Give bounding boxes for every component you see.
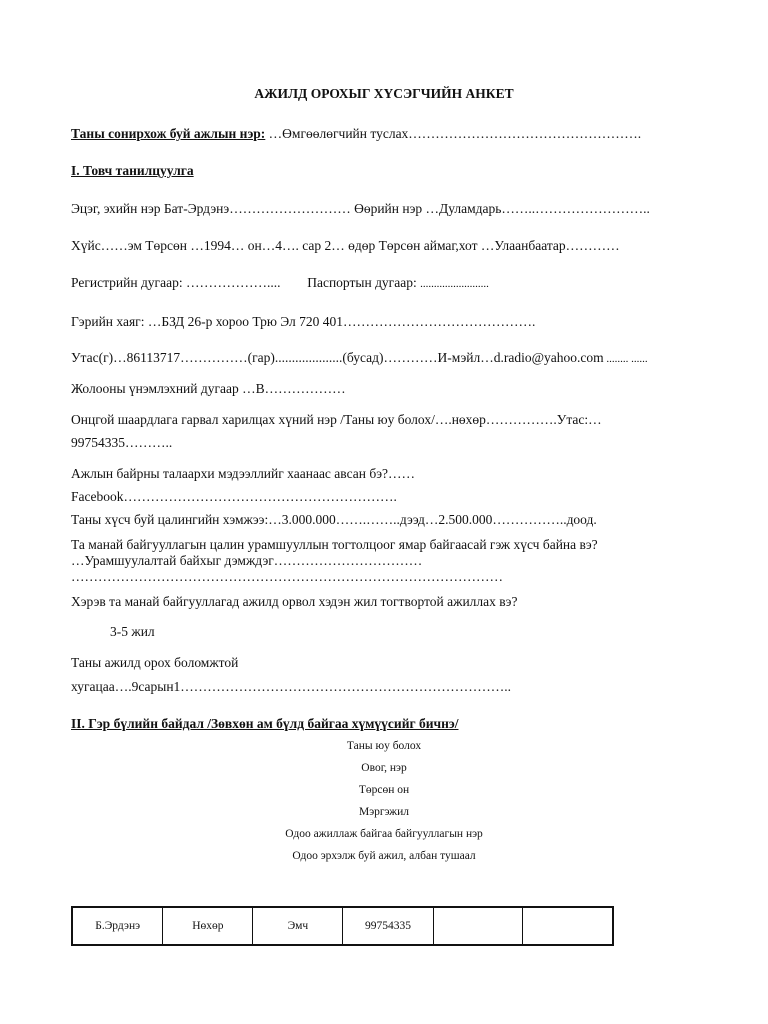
position-value: …Өмгөөлөгчийн туслах……………………………………………. [265,126,642,141]
table-cell: Нөхөр [163,907,253,945]
license-line: Жолооны үнэмлэхний дугаар …В……………… [71,381,346,396]
passport-label: Паспортын дугаар: [307,275,421,290]
start-date-answer: хугацаа….9сарын1……………………………………………………………….. [71,679,512,694]
family-header-workplace: Одоо ажиллаж байгаа байгууллагын нэр [285,828,483,840]
incentive-answer: …Урамшуулалтай байхыг дэмждэг…………………………… [71,553,423,568]
family-header-relation: Таны юу болох [346,740,422,752]
table-cell [433,907,523,945]
table-cell: Эмч [253,907,343,945]
name-line: Эцэг, эхийн нэр Бат-Эрдэнэ……………………… Өөрийн нэр …Дуламдарь……..…………………….. [71,201,650,216]
table-cell: Б.Эрдэнэ [72,907,163,945]
start-date-question: Таны ажилд орох боломжтой [71,655,239,670]
info-source-answer: Facebook……………………………………………………. [71,489,397,504]
passport-dots: ......................... [420,278,489,290]
table-cell: 99754335 [343,907,433,945]
phone-tail: ........ ...... [603,353,648,365]
tenure-question: Хэрэв та манай байгууллагад ажилд орвол хэдэн жил тогтвортой ажиллах вэ? [71,594,518,609]
incentive-question: Та манай байгууллагын цалин урамшууллын тогтолцоог ямар байгаасай гэж хүсч байна вэ? [71,537,598,552]
family-header-profession: Мэргэжил [359,806,409,818]
info-source-question: Ажлын байрны талаархи мэдээллийг хаанаас авсан бэ?…… [71,466,415,481]
table-cell [523,907,613,945]
family-header-birth-year: Төрсөн он [358,784,410,796]
position-line [71,126,641,142]
gender-birth-line: Хүйс……эм Төрсөн …1994… он…4…. сар 2… өдөр Төрсөн аймаг,хот …Улаанбаатар………… [71,238,620,253]
table-row [72,907,613,945]
salary-line: Таны хүсч буй цалингийн хэмжээ:…3.000.000…….……..дээд…2.500.000……………..доод. [71,512,597,527]
address-line: Гэрийн хаяг: …БЗД 26-р хороо Трю Эл 720 401……………………………………. [71,314,536,329]
emergency-phone-line: 99754335……….. [71,435,173,450]
registration-field: Регистрийн дугаар: ……………….... [71,275,281,290]
tenure-answer: 3-5 жил [110,624,155,639]
section-2-heading: II. Гэр бүлийн байдал /Зөвхөн ам бүлд байгаа хүмүүсийг бичнэ/ [71,716,459,731]
position-label: Таны сонирхож буй ажлын нэр: [71,126,266,141]
family-header-position: Одоо эрхэлж буй ажил, албан тушаал [292,850,476,862]
form-title: АЖИЛД ОРОХЫГ ХҮСЭГЧИЙН АНКЕТ [254,86,514,101]
phone-line [71,350,648,367]
emergency-contact-line: Онцгой шаардлага гарвал харилцах хүний нэр /Таны юу болох/….нөхөр…………….Утас:… [71,412,602,427]
phone-field: Утас(г)…86113717……………(гар)....................(бусад)…………И-мэйл…d.radio@yahoo.com [71,350,604,365]
section-1-heading: I. Товч танилцуулга [71,163,194,178]
incentive-dots: …………………………………………………………………………………… [71,569,503,584]
registration-line [71,275,489,292]
family-header-name: Овог, нэр [361,762,407,774]
family-table [71,906,614,946]
